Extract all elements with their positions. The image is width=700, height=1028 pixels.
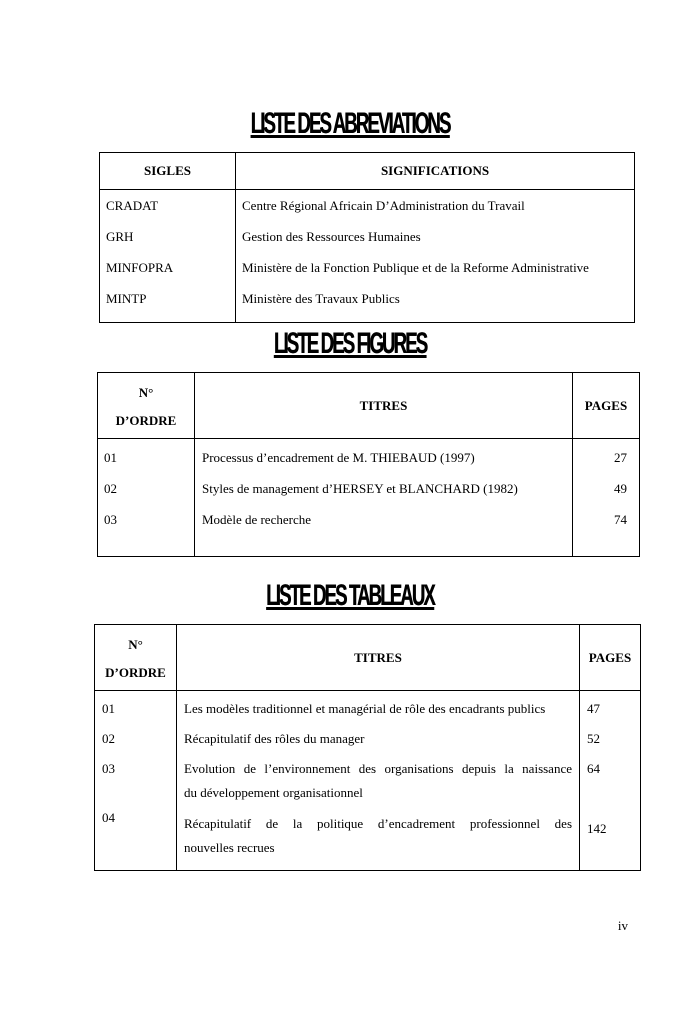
table-body-row	[98, 439, 640, 557]
tableau-ordre: 01	[102, 701, 115, 716]
figure-page: 27	[614, 450, 627, 465]
tableau-titre-line1: Evolution de l’environnement des organisations depuis la naissance	[184, 761, 572, 776]
no-header-label: N°	[138, 384, 154, 400]
figure-titre: Processus d’encadrement de M. THIEBAUD (1997)	[202, 450, 475, 465]
ordre-header	[95, 625, 177, 691]
figure-ordre: 02	[104, 481, 117, 496]
sigle-mintp: MINTP	[106, 291, 147, 306]
signification-minfopra: Ministère de la Fonction Publique et de la Reforme Administrative	[242, 260, 589, 275]
tableau-page: 52	[587, 731, 600, 746]
sigles-cell	[100, 190, 236, 323]
tableau-page: 64	[587, 761, 600, 776]
sigles-header: SIGLES	[100, 153, 236, 190]
sigle-grh: GRH	[106, 229, 134, 244]
tableaux-table	[94, 624, 641, 871]
figure-ordre: 01	[104, 450, 117, 465]
abbreviations-table	[99, 152, 635, 323]
table-header-row	[98, 373, 640, 439]
figure-ordre: 03	[104, 512, 117, 527]
tableau-page: 142	[587, 821, 607, 836]
pages-header: PAGES	[573, 373, 640, 439]
table-header-row	[100, 153, 635, 190]
tableau-titre-line2: du développement organisationnel	[184, 785, 363, 800]
abbreviations-title: LISTE DES ABREVIATIONS	[250, 107, 450, 140]
signification-mintp: Ministère des Travaux Publics	[242, 291, 400, 306]
tableau-ordre: 03	[102, 761, 115, 776]
significations-cell	[236, 190, 635, 323]
sigle-minfopra: MINFOPRA	[106, 260, 174, 275]
ordre-header	[98, 373, 195, 439]
page-number: iv	[617, 918, 628, 933]
figure-page: 74	[614, 512, 627, 527]
signification-cradat: Centre Régional Africain D’Administration du Travail	[242, 198, 525, 213]
tableaux-title: LISTE DES TABLEAUX	[266, 579, 434, 612]
tableau-titre-line2: nouvelles recrues	[184, 840, 275, 855]
pages-cell	[573, 439, 640, 557]
tableau-page: 47	[587, 701, 600, 716]
figure-titre: Modèle de recherche	[202, 512, 311, 527]
titres-header: TITRES	[195, 373, 573, 439]
ordre-cell	[98, 439, 195, 557]
ordre-header-label: D’ORDRE	[105, 664, 166, 680]
table-body-row	[100, 190, 635, 323]
tableau-ordre: 02	[102, 731, 115, 746]
signification-grh: Gestion des Ressources Humaines	[242, 229, 421, 244]
tableau-titre-line1: Récapitulatif de la politique d’encadrement professionnel des	[184, 816, 572, 831]
figure-page: 49	[614, 481, 627, 496]
figure-titre: Styles de management d’HERSEY et BLANCHARD (1982)	[202, 481, 518, 496]
sigle-cradat: CRADAT	[106, 198, 159, 213]
ordre-cell	[95, 691, 177, 871]
tableau-titre: Récapitulatif des rôles du manager	[184, 731, 365, 746]
figures-title: LISTE DES FIGURES	[273, 327, 427, 360]
pages-header: PAGES	[580, 625, 641, 691]
titres-header: TITRES	[177, 625, 580, 691]
figures-table	[97, 372, 640, 557]
table-header-row	[95, 625, 641, 691]
tableau-titre: Les modèles traditionnel et managérial de rôle des encadrants publics	[184, 701, 546, 716]
ordre-header-label: D’ORDRE	[115, 412, 177, 428]
titres-cell	[195, 439, 573, 557]
table-body-row	[95, 691, 641, 871]
no-header-label: N°	[128, 636, 143, 652]
tableau-ordre: 04	[102, 810, 115, 825]
significations-header: SIGNIFICATIONS	[236, 153, 635, 190]
titres-cell	[177, 691, 580, 871]
pages-cell	[580, 691, 641, 871]
